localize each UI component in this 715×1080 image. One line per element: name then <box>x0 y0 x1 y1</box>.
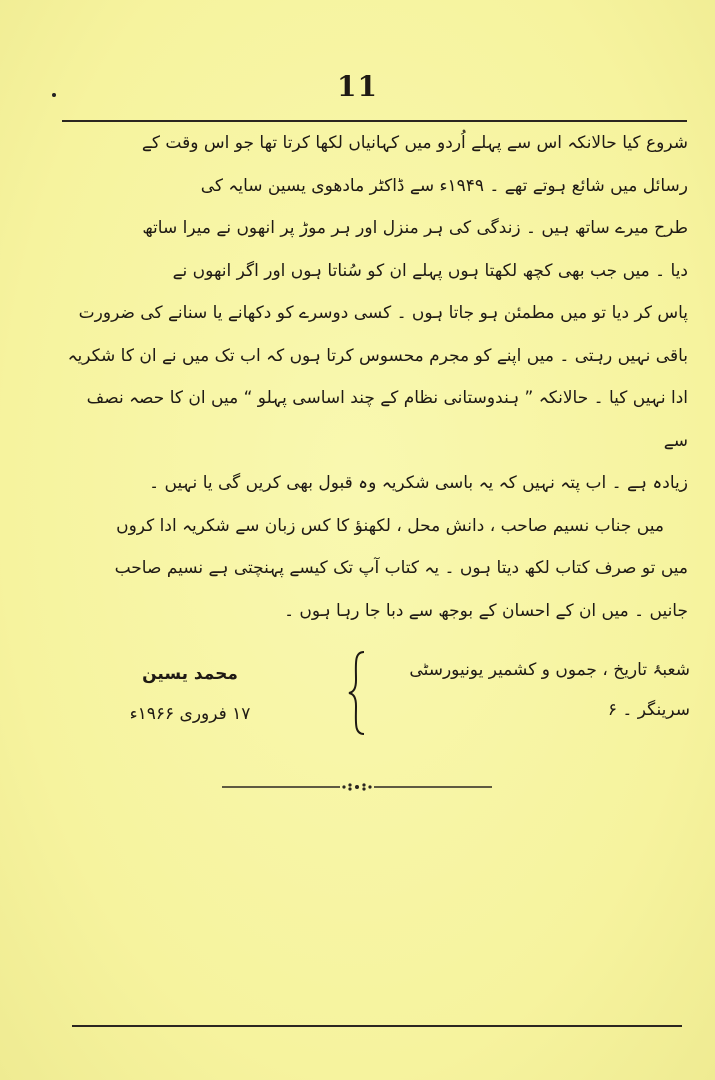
body-line: جانیں ۔ میں ان کے احسان کے بوجھ سے دبا جا رہا ہوں ۔ <box>284 600 688 621</box>
body-line: شروع کیا حالانکہ اس سے پہلے اُردو میں کہانیاں لکھا کرتا تھا جو اس وقت کے <box>141 133 688 153</box>
brace-icon <box>346 650 368 736</box>
department-address <box>370 650 690 730</box>
department-line: شعبۂ تاریخ ، جموں و کشمیر یونیورسٹی <box>409 660 690 680</box>
body-line: ادا نہیں کیا ۔ حالانکہ ” ہندوستانی نظام کے چند اساسی پہلو “ میں ان کا حصہ نصف سے <box>86 388 688 451</box>
ornament-divider-icon <box>222 780 492 794</box>
author-name: محمد یسین <box>142 664 238 684</box>
body-line: زیادہ ہے ۔ اب پتہ نہیں کہ یہ باسی شکریہ وہ قبول بھی کریں گی یا نہیں ۔ <box>149 473 688 493</box>
bottom-rule <box>72 1025 682 1027</box>
author-signature <box>60 654 320 734</box>
body-line: دیا ۔ میں جب بھی کچھ لکھتا ہوں پہلے ان کو سُناتا ہوں اور اگر انھوں نے <box>172 260 688 281</box>
body-text <box>58 122 688 632</box>
signature-block <box>60 650 690 750</box>
margin-dot <box>52 93 56 97</box>
signature-date: ۱۷ فروری ۱۹۶۶ء <box>129 704 251 724</box>
body-line: پاس کر دیا تو میں مطمئن ہو جاتا ہوں ۔ کسی دوسرے کو دکھانے یا سنانے کی ضرورت <box>78 303 688 323</box>
page-number: 11 <box>337 70 378 103</box>
body-line: میں تو صرف کتاب لکھ دیتا ہوں ۔ یہ کتاب آپ تک کیسے پہنچتی ہے نسیم صاحب <box>114 558 688 578</box>
body-line: طرح میرے ساتھ ہیں ۔ زندگی کی ہر منزل اور ہر موڑ پر انھوں نے میرا ساتھ <box>142 218 688 238</box>
city-line: سرینگر ۔ ۶ <box>607 700 690 720</box>
body-line: باقی نہیں رہتی ۔ میں اپنے کو مجرم محسوس کرتا ہوں کہ اب تک میں نے ان کا شکریہ <box>67 345 688 366</box>
body-line: میں جناب نسیم صاحب ، دانش محل ، لکھنؤ کا کس زبان سے شکریہ ادا کروں <box>116 515 664 536</box>
body-line: رسائل میں شائع ہوتے تھے ۔ ۱۹۴۹ء سے ڈاکٹر مادھوی یسین سایہ کی <box>200 175 688 196</box>
